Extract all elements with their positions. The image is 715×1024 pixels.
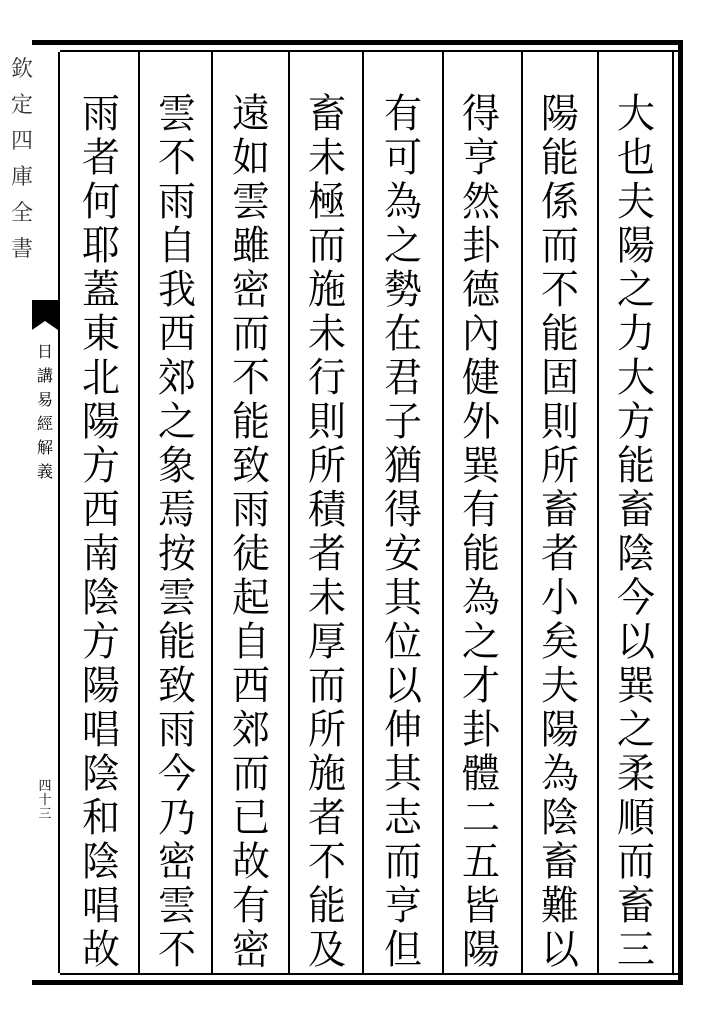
character: 易	[36, 390, 53, 409]
character: 體	[462, 751, 500, 797]
character: 方	[617, 399, 655, 445]
character: 未	[308, 575, 346, 621]
character: 得	[462, 91, 500, 137]
column-rule	[288, 52, 290, 973]
character: 志	[384, 795, 422, 841]
frame-bottom-border	[32, 980, 682, 985]
character: 乃	[158, 795, 196, 841]
character: 之	[158, 399, 196, 445]
character: 而	[308, 223, 346, 269]
page-number	[34, 780, 56, 820]
character: 今	[617, 575, 655, 621]
character: 三	[617, 927, 655, 973]
text-column-6	[220, 92, 282, 972]
character: 起	[232, 575, 270, 621]
character: 及	[308, 927, 346, 973]
character: 耶	[82, 223, 120, 269]
character: 可	[384, 135, 422, 181]
character: 而	[232, 311, 270, 357]
text-column-3	[450, 92, 512, 972]
character: 陽	[617, 223, 655, 269]
character: 能	[462, 531, 500, 577]
character: 有	[384, 91, 422, 137]
column-rule	[138, 52, 140, 973]
character: 才	[462, 663, 500, 709]
character: 全	[10, 201, 33, 226]
character: 今	[158, 751, 196, 797]
character: 雨	[158, 707, 196, 753]
character: 欽	[10, 57, 33, 82]
character: 不	[158, 135, 196, 181]
character: 者	[541, 531, 579, 577]
character: 何	[82, 179, 120, 225]
character: 如	[232, 135, 270, 181]
margin-header	[8, 52, 36, 302]
character: 義	[36, 462, 53, 481]
character: 陽	[462, 927, 500, 973]
character: 自	[232, 619, 270, 665]
character: 而	[308, 663, 346, 709]
column-rule	[211, 52, 213, 973]
character: 者	[308, 531, 346, 577]
character: 大	[617, 355, 655, 401]
character: 不	[308, 839, 346, 885]
character: 而	[232, 751, 270, 797]
character: 畜	[541, 487, 579, 533]
character: 不	[232, 355, 270, 401]
character: 健	[462, 355, 500, 401]
character: 勢	[384, 267, 422, 313]
character: 之	[462, 619, 500, 665]
character: 故	[232, 839, 270, 885]
column-rule	[597, 52, 599, 973]
character: 亨	[384, 883, 422, 929]
character: 卦	[462, 223, 500, 269]
character: 猶	[384, 443, 422, 489]
frame-inner-right-border	[672, 50, 674, 975]
character: 講	[36, 366, 53, 385]
character: 和	[82, 795, 120, 841]
character: 致	[158, 663, 196, 709]
character: 能	[541, 135, 579, 181]
character: 雨	[232, 487, 270, 533]
character: 其	[384, 751, 422, 797]
character: 在	[384, 311, 422, 357]
character: 陰	[617, 531, 655, 577]
character: 者	[308, 795, 346, 841]
character: 東	[82, 311, 120, 357]
character: 致	[232, 443, 270, 489]
character: 密	[232, 927, 270, 973]
character: 遠	[232, 91, 270, 137]
character: 位	[384, 619, 422, 665]
character: 未	[308, 135, 346, 181]
character: 所	[541, 443, 579, 489]
character: 夫	[617, 179, 655, 225]
character: 君	[384, 355, 422, 401]
character: 行	[308, 355, 346, 401]
character: 則	[308, 399, 346, 445]
character: 難	[541, 883, 579, 929]
character: 故	[82, 927, 120, 973]
character: 雨	[158, 179, 196, 225]
character: 定	[10, 93, 33, 118]
character: 所	[308, 707, 346, 753]
character: 陽	[541, 707, 579, 753]
frame-right-border	[678, 40, 683, 985]
character: 雖	[232, 223, 270, 269]
text-column-5	[296, 92, 358, 972]
character: 極	[308, 179, 346, 225]
character: 巽	[462, 443, 500, 489]
character: 陰	[82, 839, 120, 885]
character: 固	[541, 355, 579, 401]
character: 密	[232, 267, 270, 313]
character: 而	[617, 839, 655, 885]
character: 解	[36, 438, 53, 457]
character: 我	[158, 267, 196, 313]
character: 以	[384, 663, 422, 709]
text-column-7	[146, 92, 208, 972]
character: 施	[308, 267, 346, 313]
character: 書	[10, 237, 33, 262]
character: 自	[158, 223, 196, 269]
character: 陽	[541, 91, 579, 137]
frame-inner-bottom-border	[60, 973, 678, 975]
character: 象	[158, 443, 196, 489]
character: 郊	[158, 355, 196, 401]
character: 為	[384, 179, 422, 225]
character: 十	[38, 793, 52, 808]
character: 焉	[158, 487, 196, 533]
character: 有	[232, 883, 270, 929]
character: 順	[617, 795, 655, 841]
character: 施	[308, 751, 346, 797]
character: 則	[541, 399, 579, 445]
character: 四	[10, 129, 33, 154]
frame-top-border	[32, 40, 682, 45]
character: 已	[232, 795, 270, 841]
character: 陰	[82, 575, 120, 621]
character: 之	[617, 267, 655, 313]
frame-inner-top-border	[60, 50, 678, 52]
character: 以	[617, 619, 655, 665]
character: 之	[617, 707, 655, 753]
character: 畜	[308, 91, 346, 137]
character: 陽	[82, 399, 120, 445]
character: 厚	[308, 619, 346, 665]
character: 五	[462, 839, 500, 885]
character: 德	[462, 267, 500, 313]
character: 然	[462, 179, 500, 225]
character: 西	[232, 663, 270, 709]
character: 二	[462, 795, 500, 841]
column-rule	[442, 52, 444, 973]
character: 三	[38, 807, 52, 822]
character: 但	[384, 927, 422, 973]
character: 方	[82, 443, 120, 489]
character: 為	[462, 575, 500, 621]
character: 之	[384, 223, 422, 269]
text-column-8	[70, 92, 132, 972]
character: 能	[308, 883, 346, 929]
character: 小	[541, 575, 579, 621]
character: 伸	[384, 707, 422, 753]
character: 唱	[82, 707, 120, 753]
character: 有	[462, 487, 500, 533]
character: 子	[384, 399, 422, 445]
character: 者	[82, 135, 120, 181]
character: 雲	[158, 575, 196, 621]
character: 蓋	[82, 267, 120, 313]
character: 柔	[617, 751, 655, 797]
book-title	[32, 340, 58, 540]
margin-rule	[58, 52, 60, 973]
character: 畜	[617, 883, 655, 929]
character: 按	[158, 531, 196, 577]
character: 密	[158, 839, 196, 885]
character: 畜	[541, 839, 579, 885]
character: 北	[82, 355, 120, 401]
character: 矣	[541, 619, 579, 665]
character: 經	[36, 414, 53, 433]
fish-tail-mark	[32, 300, 58, 330]
character: 四	[38, 779, 52, 794]
character: 能	[158, 619, 196, 665]
text-column-2	[529, 92, 591, 972]
character: 唱	[82, 883, 120, 929]
character: 畜	[617, 487, 655, 533]
character: 雲	[158, 883, 196, 929]
character: 卦	[462, 707, 500, 753]
character: 亨	[462, 135, 500, 181]
column-rule	[521, 52, 523, 973]
character: 也	[617, 135, 655, 181]
character: 外	[462, 399, 500, 445]
text-column-4	[372, 92, 434, 972]
character: 巽	[617, 663, 655, 709]
character: 郊	[232, 707, 270, 753]
character: 其	[384, 575, 422, 621]
character: 為	[541, 751, 579, 797]
character: 陰	[541, 795, 579, 841]
character: 日	[36, 342, 53, 361]
column-rule	[362, 52, 364, 973]
character: 方	[82, 619, 120, 665]
character: 夫	[541, 663, 579, 709]
character: 未	[308, 311, 346, 357]
character: 積	[308, 487, 346, 533]
character: 雲	[232, 179, 270, 225]
character: 庫	[10, 165, 33, 190]
character: 南	[82, 531, 120, 577]
character: 徒	[232, 531, 270, 577]
character: 安	[384, 531, 422, 577]
character: 能	[541, 311, 579, 357]
character: 陽	[82, 663, 120, 709]
character: 不	[541, 267, 579, 313]
character: 不	[158, 927, 196, 973]
text-column-1	[605, 92, 667, 972]
character: 而	[541, 223, 579, 269]
character: 陰	[82, 751, 120, 797]
character: 大	[617, 91, 655, 137]
character: 係	[541, 179, 579, 225]
character: 力	[617, 311, 655, 357]
character: 所	[308, 443, 346, 489]
character: 皆	[462, 883, 500, 929]
character: 能	[232, 399, 270, 445]
character: 西	[158, 311, 196, 357]
character: 得	[384, 487, 422, 533]
character: 而	[384, 839, 422, 885]
character: 西	[82, 487, 120, 533]
character: 雨	[82, 91, 120, 137]
character: 內	[462, 311, 500, 357]
character: 能	[617, 443, 655, 489]
character: 雲	[158, 91, 196, 137]
character: 以	[541, 927, 579, 973]
